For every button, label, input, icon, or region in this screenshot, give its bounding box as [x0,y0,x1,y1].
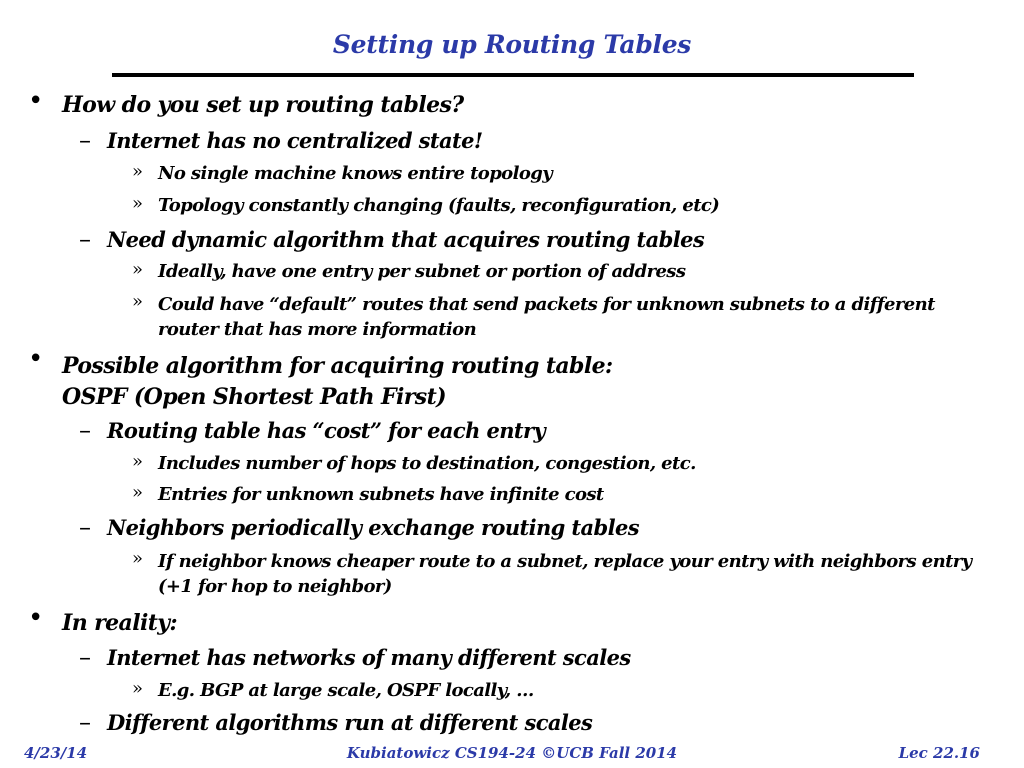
sub-sub-bullet-text: Could have “default” routes that send packets for unknown subnets to a different router that has more information [158,294,935,340]
sub-bullet-marker: – [79,643,91,671]
bullet-marker: • [28,603,44,633]
bullet-text: How do you set up routing tables? [62,92,464,118]
sub-sub-bullet-marker: » [132,548,144,569]
sub-sub-bullet-text: Entries for unknown subnets have infinite cost [158,484,604,505]
sub-sub-bullet-marker: » [132,161,144,182]
bullet-marker: • [28,344,44,374]
sub-sub-bullet-text: No single machine knows entire topology [158,163,553,184]
sub-bullet-text: Routing table has “cost” for each entry [107,418,546,443]
sub-sub-bullet-marker: » [132,193,144,214]
sub-sub-bullet-text: Ideally, have one entry per subnet or portion of address [158,261,686,282]
sub-sub-bullet-marker: » [132,678,144,699]
sub-sub-bullet-marker: » [132,482,144,503]
sub-sub-bullet-text: Includes number of hops to destination, congestion, etc. [158,453,696,474]
sub-sub-bullet-marker: » [132,451,144,472]
sub-bullet-marker: – [79,416,91,444]
bullet-text: In reality: [62,610,177,636]
sub-bullet-text: Internet has no centralized state! [107,128,483,153]
sub-sub-bullet-text: Topology constantly changing (faults, reconfiguration, etc) [158,195,720,216]
sub-bullet-text: Neighbors periodically exchange routing tables [107,515,639,540]
sub-bullet-marker: – [79,708,91,736]
bullet-marker: • [28,86,44,116]
sub-bullet-text: Different algorithms run at different scales [107,710,593,735]
sub-sub-bullet-marker: » [132,259,144,280]
sub-sub-bullet-marker: » [132,291,144,312]
footer-course: Kubiatowicz CS194-24 ©UCB Fall 2014 [346,744,678,762]
sub-bullet-marker: – [79,513,91,541]
bullet-text: Possible algorithm for acquiring routing table: OSPF (Open Shortest Path First) [62,353,613,410]
sub-bullet-marker: – [79,225,91,253]
slide-title: Setting up Routing Tables [332,30,692,59]
footer-lecture: Lec 22.16 [898,744,980,762]
sub-bullet-marker: – [79,126,91,154]
sub-bullet-text: Internet has networks of many different scales [107,645,631,670]
sub-bullet-text: Need dynamic algorithm that acquires routing tables [107,227,705,252]
sub-sub-bullet-text: E.g. BGP at large scale, OSPF locally, … [158,680,534,701]
footer-date: 4/23/14 [24,744,88,762]
sub-sub-bullet-text: If neighbor knows cheaper route to a subnet, replace your entry with neighbors entry (+1 for hop to neighbor) [158,551,972,597]
